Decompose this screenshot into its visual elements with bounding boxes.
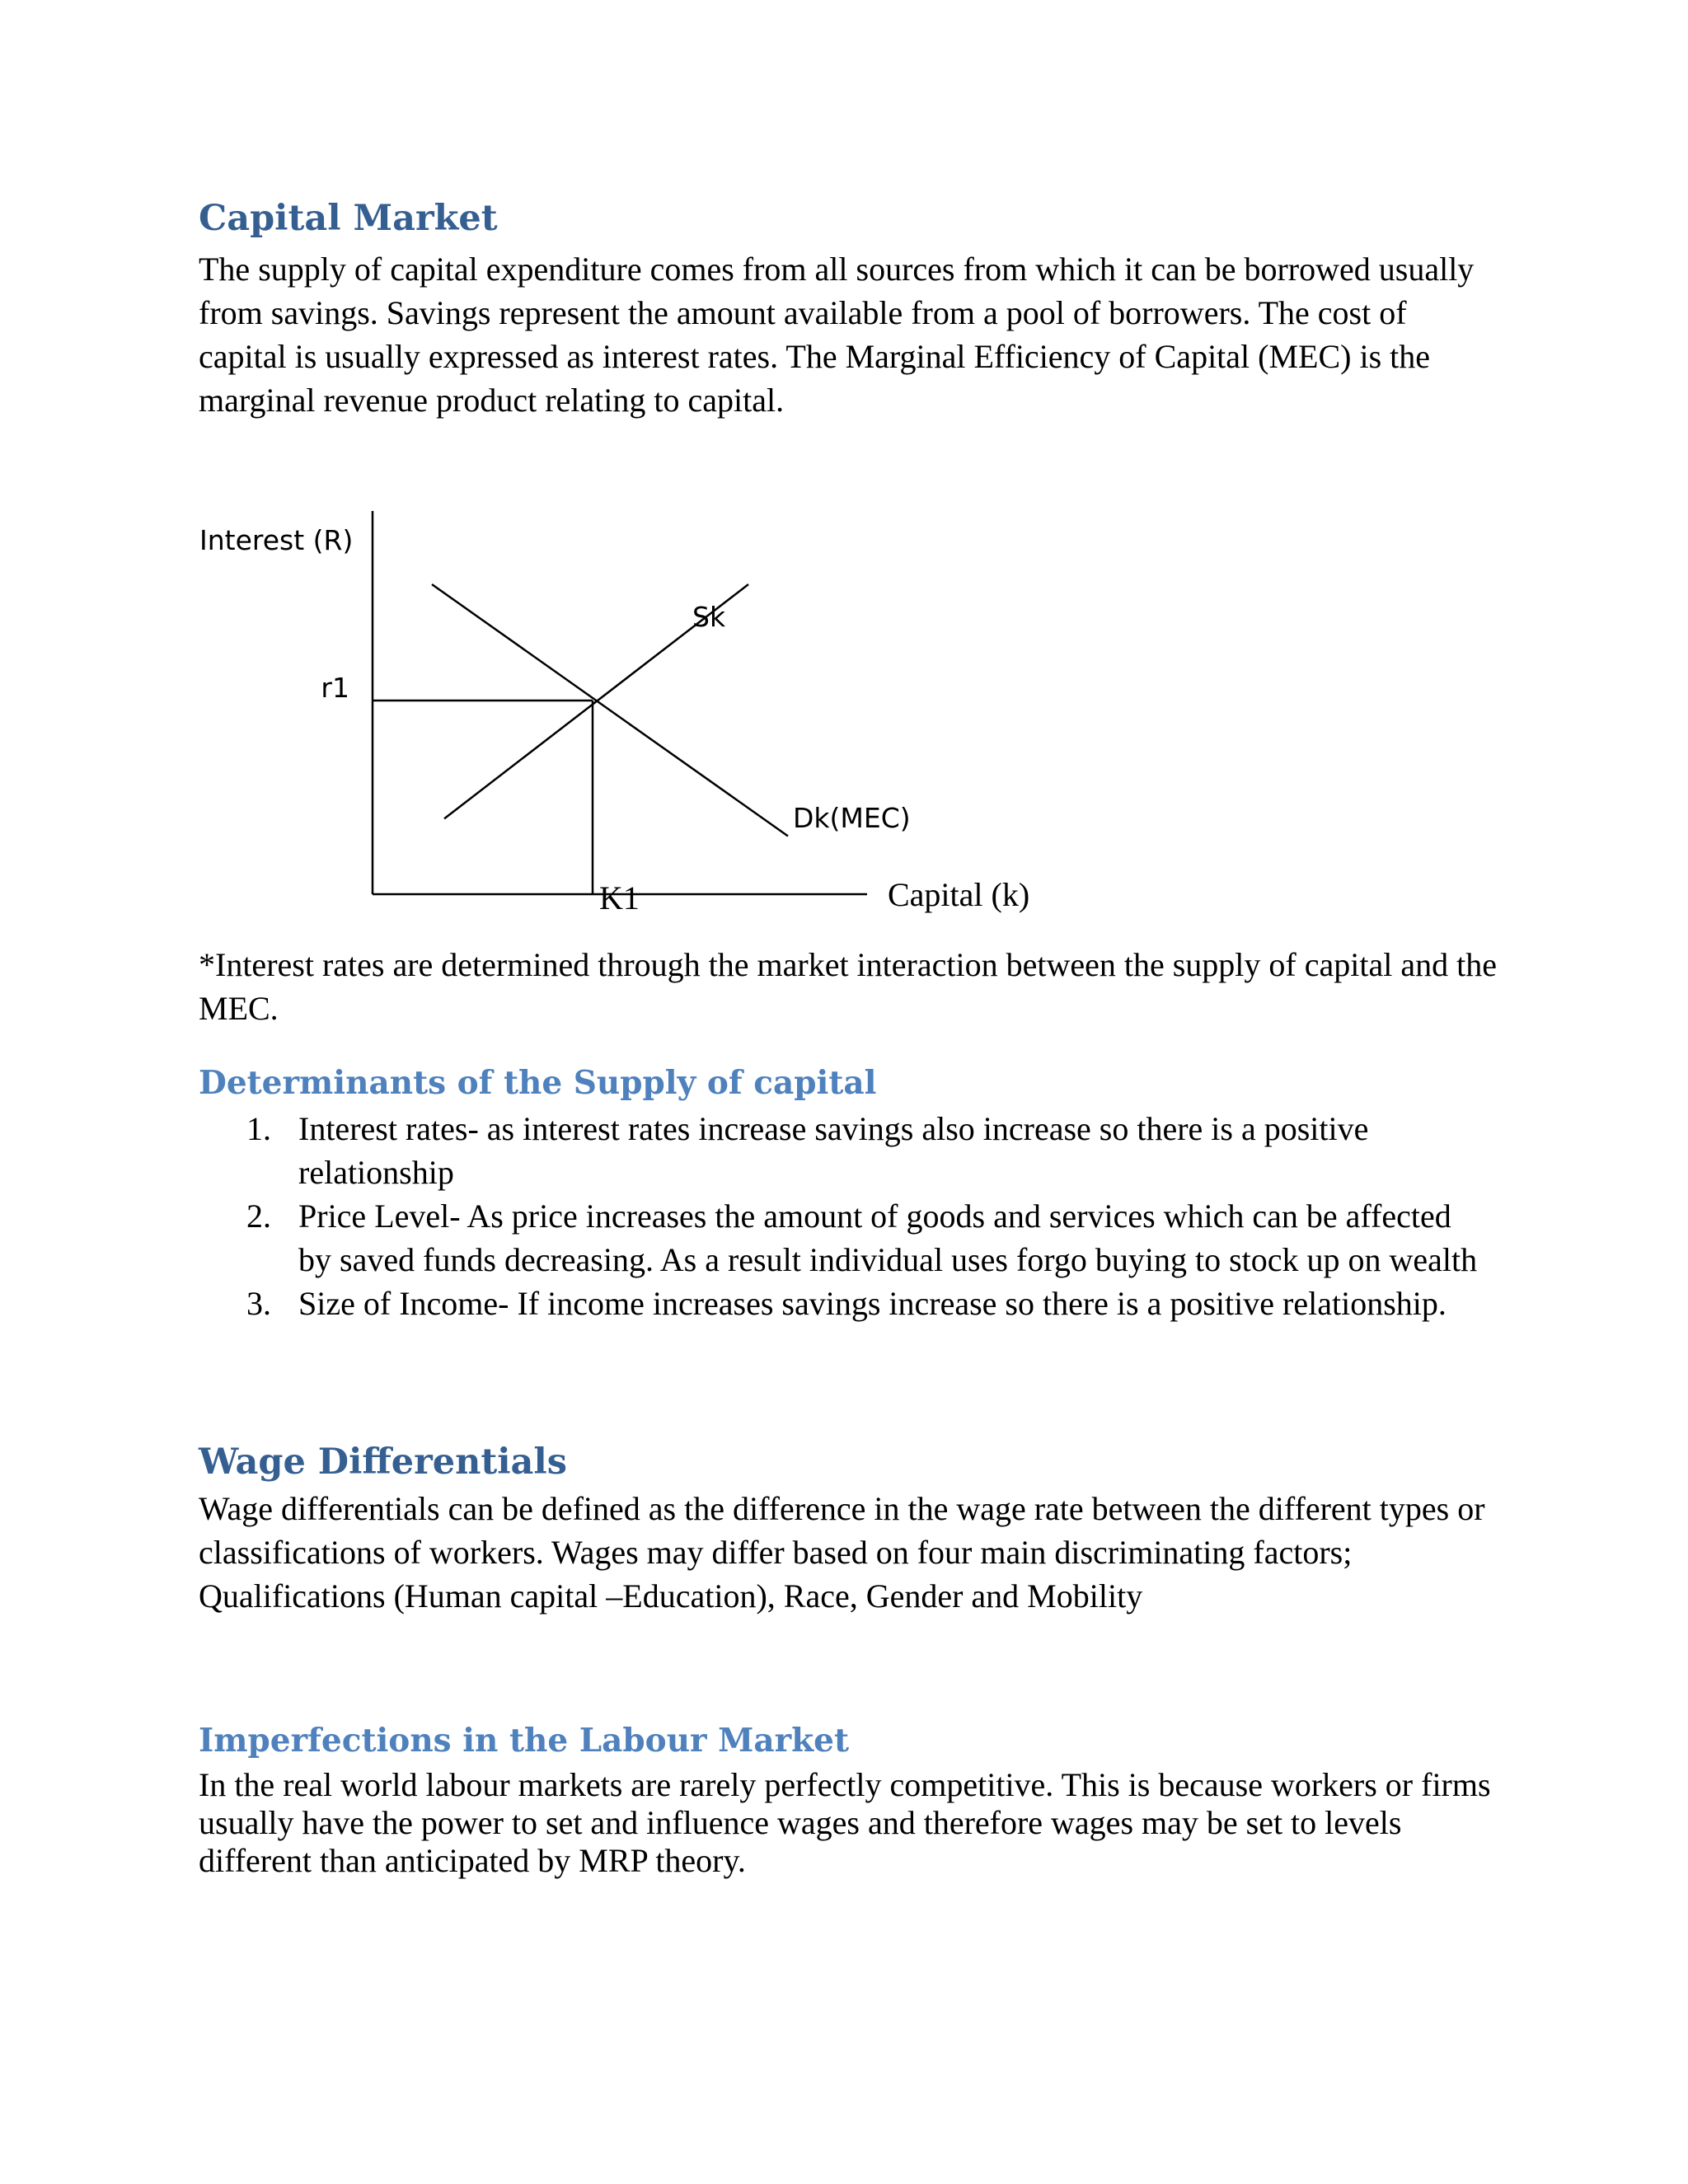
demand-curve-dk-mec bbox=[432, 584, 788, 837]
imperfections-paragraph: In the real world labour markets are rarely perfectly competitive. This is because workers or firms usually have the power to set and influence wages and therefore wages may be set to levels different than anticipated by MRP theory. bbox=[199, 1766, 1491, 1879]
capital-market-heading: Capital Market bbox=[199, 198, 498, 239]
sk-label: Sk bbox=[692, 600, 726, 633]
capital-market-chart-svg bbox=[190, 486, 1063, 923]
list-item bbox=[199, 1282, 1484, 1325]
list-item bbox=[199, 1107, 1484, 1194]
list-item-text: Price Level- As price increases the amount of goods and services which can be affected by saved funds decreasing. As a result individual uses forgo buying to stock up on wealth bbox=[298, 1197, 1478, 1278]
list-item-number: 2. bbox=[246, 1197, 271, 1235]
determinants-list bbox=[199, 1107, 1484, 1325]
list-item-text: Interest rates- as interest rates increase savings also increase so there is a positive relationship bbox=[298, 1110, 1369, 1191]
wage-differentials-heading: Wage Differentials bbox=[199, 1441, 567, 1483]
determinants-heading: Determinants of the Supply of capital bbox=[199, 1064, 877, 1102]
r1-label: r1 bbox=[321, 672, 349, 704]
list-item-number: 1. bbox=[246, 1110, 271, 1147]
list-item-number: 3. bbox=[246, 1285, 271, 1322]
capital-market-chart bbox=[190, 486, 1063, 923]
x-axis-label: Capital (k) bbox=[888, 876, 1030, 913]
list-item-text: Size of Income- If income increases savings increase so there is a positive relationship. bbox=[298, 1285, 1447, 1322]
wage-differentials-paragraph: Wage differentials can be defined as the difference in the wage rate between the different types or classifications of workers. Wages may differ based on four main discriminating factors; Qualifications (Human capital –Education), Race, Gender and Mobility bbox=[199, 1490, 1485, 1615]
dk-mec-label: Dk(MEC) bbox=[793, 801, 911, 834]
interest-note-paragraph: *Interest rates are determined through the market interaction between the supply of capital and the MEC. bbox=[199, 946, 1497, 1027]
imperfections-heading: Imperfections in the Labour Market bbox=[199, 1722, 850, 1760]
y-axis-label: Interest (R) bbox=[199, 524, 354, 556]
list-item bbox=[199, 1194, 1484, 1282]
k1-label: K1 bbox=[599, 879, 640, 916]
capital-market-paragraph: The supply of capital expenditure comes from all sources from which it can be borrowed usually from savings. Savings represent the amount available from a pool of borrowers. The cost of capital is usually expressed as interest rates. The Marginal Efficiency of Capital (MEC) is the marginal revenue product relating to capital. bbox=[199, 251, 1475, 419]
